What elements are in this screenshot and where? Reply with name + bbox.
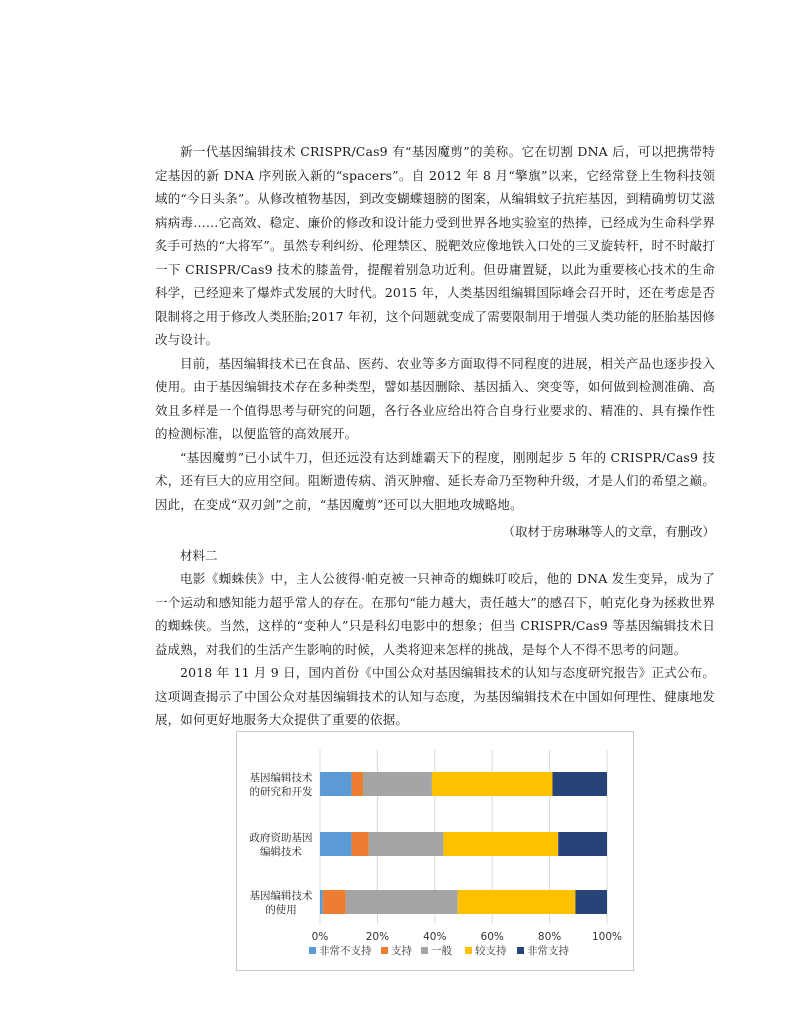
x-tick-label: 100%: [591, 931, 623, 943]
x-tick-label: 80%: [537, 931, 562, 943]
category-label: 基因编辑技术: [249, 772, 313, 784]
bar-segment: [320, 890, 323, 914]
material-one-paragraph-3: “基因魔剪”已小试牛刀，但还远没有达到雄霸天下的程度，刚刚起步 5 年的 CRISPR/Cas9 技术，还有巨大的应用空间。阻断遗传病、消灭肿瘤、延长寿命乃至物种升级，才是人们的希望之巅。因此，在变成“双刃剑”之前，“基因魔剪”还可以大胆地攻城略地。: [155, 449, 715, 512]
bar-segment: [432, 772, 553, 796]
bar-segment: [575, 890, 607, 914]
x-tick-label: 60%: [480, 931, 504, 943]
document-body: [155, 140, 715, 758]
legend-swatch: [381, 947, 388, 954]
material-two-paragraph-1: 电影《蜘蛛侠》中，主人公彼得·帕克被一只神奇的蜘蛛叮咬后，他的 DNA 发生变异，成为了一个运动和感知能力超乎常人的存在。在那句“能力越大，责任越大”的感召下，帕克化身为拯救世界的蜘蛛侠。当然，这样的“变种人”只是科幻电影中的想象；但当 CRISPR/Cas9 等基因编辑技术日益成熟，对我们的生活产生影响的时候，人类将迎来怎样的挑战，是每个人不得不思考的问题。: [155, 571, 715, 657]
bar-segment: [346, 890, 458, 914]
x-tick-label: 0%: [311, 931, 329, 943]
support-level-chart: [236, 731, 634, 971]
legend-swatch: [309, 947, 316, 954]
category-label: 的研究和开发: [249, 786, 313, 798]
legend-swatch: [465, 947, 472, 954]
category-label: 的使用: [265, 904, 297, 916]
legend-label: 较支持: [475, 945, 507, 957]
bar-segment: [552, 772, 607, 796]
bar-segment: [458, 890, 576, 914]
category-label: 基因编辑技术: [249, 890, 313, 902]
legend-label: 一般: [431, 945, 452, 957]
bar-segment: [558, 832, 607, 856]
bar-segment: [363, 772, 432, 796]
bar-segment: [443, 832, 558, 856]
material-one-paragraph-2: 目前，基因编辑技术已在食品、医药、农业等多方面取得不同程度的进展，相关产品也逐步投入使用。由于基因编辑技术存在多种类型，譬如基因删除、基因插入、突变等，如何做到检测准确、高效且多样是一个值得思考与研究的问题，各行各业应给出符合自身行业要求的、精准的、具有操作性的检测标准，以便监管的高效展开。: [155, 355, 715, 441]
legend-label: 非常支持: [527, 945, 569, 957]
material-two-paragraph-2: 2018 年 11 月 9 日，国内首份《中国公众对基因编辑技术的认知与态度研究报告》正式公布。这项调查揭示了中国公众对基因编辑技术的认知与态度，为基因编辑技术在中国如何理性、健康地发展，如何更好地服务大众提供了重要的依据。: [155, 665, 715, 727]
bar-segment: [352, 772, 363, 796]
bar-segment: [320, 832, 352, 856]
category-label: 政府资助基因: [249, 832, 313, 844]
bar-segment: [369, 832, 444, 856]
x-tick-label: 40%: [423, 931, 447, 943]
bar-segment: [352, 832, 369, 856]
chart-canvas: [237, 732, 633, 970]
material-two-heading: 材料二: [180, 547, 218, 563]
source-note: （取材于房琳琳等人的文章，有删改）: [502, 524, 715, 539]
x-tick-label: 20%: [365, 931, 390, 943]
category-label: 编辑技术: [260, 846, 302, 858]
legend-label: 非常不支持: [319, 945, 372, 957]
bar-segment: [320, 772, 352, 796]
legend-swatch: [517, 947, 524, 954]
bar-segment: [323, 890, 346, 914]
legend-swatch: [421, 947, 428, 954]
material-one-paragraph-1: 新一代基因编辑技术 CRISPR/Cas9 有“基因魔剪”的美称。它在切割 DNA 后，可以把携带特定基因的新 DNA 序列嵌入新的“spacers”。自 2012 年 8 月“擎旗”以来，它经常登上生物科技领域的“今日头条”。从修改植物基因，到改变蝴蝶翅膀的图案，从编辑蚊子抗疟基因，到精确剪切艾滋病病毒……它高效、稳定、廉价的修改和设计能力受到世界各地实验室的热捧，已经成为生命科学界炙手可热的“大将军”。虽然专利纠纷、伦理禁区、脱靶效应像地铁入口处的三叉旋转杆，时不时敲打一下 CRISPR/Cas9 技术的膝盖骨，提醒着别急功近利。但毋庸置疑，以此为重要核心技术的生命科学，已经迎来了爆炸式发展的大时代。2015 年，人类基因组编辑国际峰会召开时，还在考虑是否限制将之用于修改人类胚胎;2017 年初，这个问题就变成了需要限制用于增强人类功能的胚胎基因修改与设计。: [155, 144, 715, 347]
legend-label: 支持: [391, 945, 412, 957]
